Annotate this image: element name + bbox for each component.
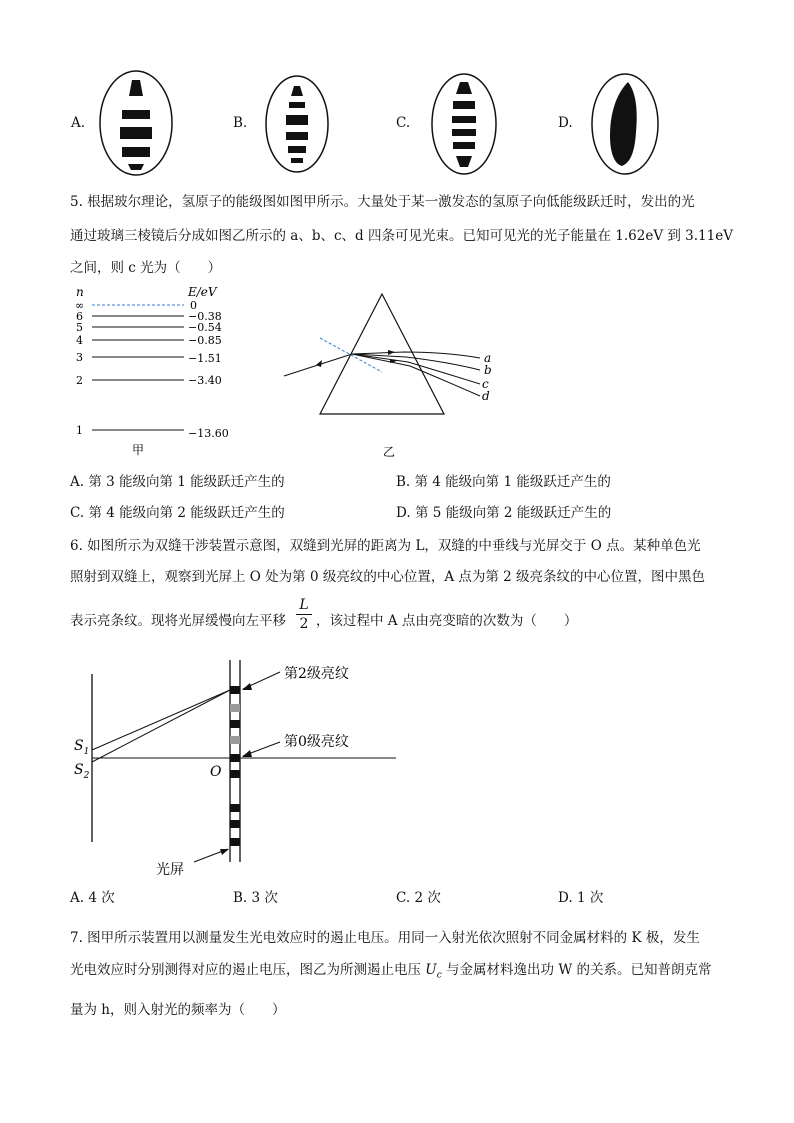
q5-stem-line-1: 5. 根据玻尔理论，氢原子的能级图如图甲所示。大量处于某一激发态的氢原子向低能级跃迁时，发出的光 <box>70 194 695 210</box>
q4-option-d-label: D. <box>558 115 573 131</box>
q5-energy-level-diagram <box>60 282 260 460</box>
svg-text:6: 6 <box>76 310 83 323</box>
beam-d-label: d <box>482 389 490 403</box>
q4-option-a-label: A. <box>71 115 86 131</box>
q4-option-d-diagram <box>588 70 662 178</box>
svg-text:2: 2 <box>76 374 83 387</box>
q6-stem-line-1: 6. 如图所示为双缝干涉装置示意图，双缝到光屏的距离为 L，双缝的中垂线与光屏交于 O 点。某种单色光 <box>70 538 701 554</box>
level-2 <box>76 374 222 387</box>
svg-text:0: 0 <box>190 299 197 312</box>
label-0th-order-fringe: 第0级亮纹 <box>284 734 349 750</box>
fig-yi-caption: 乙 <box>383 445 396 458</box>
q5-option-c[interactable]: C. 第 4 能级向第 2 能级跃迁产生的 <box>70 505 285 521</box>
q6-option-c[interactable]: C. 2 次 <box>396 890 441 906</box>
q6-option-a[interactable]: A. 4 次 <box>70 890 115 906</box>
q6-stem-line-2: 照射到双缝上，观察到光屏上 O 处为第 0 级亮纹的中心位置，A 点为第 2 级亮条纹的中心位置，图中黑色 <box>70 569 706 585</box>
beam-c-label: c <box>482 377 489 391</box>
q4-option-b-diagram <box>262 72 332 176</box>
svg-text:−0.54: −0.54 <box>188 321 222 334</box>
e-axis-label: E/eV <box>188 285 217 299</box>
level-5 <box>76 321 222 334</box>
q6-stem-line-3b: ，该过程中 A 点由亮变暗的次数为（ ） <box>316 613 578 629</box>
beam-a-label: a <box>484 351 492 365</box>
q6-fraction <box>296 596 312 633</box>
q6-option-b[interactable]: B. 3 次 <box>233 890 278 906</box>
fraction-numerator: L <box>296 596 312 615</box>
svg-text:1: 1 <box>76 424 83 437</box>
svg-text:∞: ∞ <box>75 299 85 312</box>
level-1 <box>76 424 229 440</box>
q5-prism-diagram <box>276 286 516 458</box>
ray-from-s2 <box>92 690 230 762</box>
svg-text:4: 4 <box>76 334 83 347</box>
q6-option-d[interactable]: D. 1 次 <box>558 890 604 906</box>
svg-text:−0.38: −0.38 <box>188 310 222 323</box>
svg-text:−1.51: −1.51 <box>188 352 222 365</box>
q5-stem-line-2: 通过玻璃三棱镜后分成如图乙所示的 a、b、c、d 四条可见光束。已知可见光的光子能量在 1.62eV 到 3.11eV <box>70 228 733 244</box>
q6-double-slit-diagram <box>60 656 430 882</box>
q4-option-c-diagram <box>428 70 500 178</box>
svg-text:3: 3 <box>76 351 83 364</box>
ray-from-s1 <box>92 690 230 750</box>
svg-text:−3.40: −3.40 <box>188 374 222 387</box>
n-axis-label: n <box>76 285 84 299</box>
q5-option-d[interactable]: D. 第 5 能级向第 2 能级跃迁产生的 <box>396 505 612 521</box>
beam-b-label: b <box>484 363 492 377</box>
q7-stem-line-2: 光电效应时分别测得对应的遏止电压，图乙为所测遏止电压 $U_c$ 与金属材料逸出功 W 的关系。已知普朗克常 <box>70 962 712 981</box>
q6-stem-line-3a: 表示亮条纹。现将光屏缓慢向左平移 <box>70 613 286 629</box>
svg-text:5: 5 <box>76 321 83 334</box>
screen-label: 光屏 <box>156 862 184 878</box>
point-o-label: O <box>210 764 222 780</box>
level-3 <box>76 351 222 365</box>
q5-option-b[interactable]: B. 第 4 能级向第 1 能级跃迁产生的 <box>396 474 611 490</box>
slit-s2-label: $S_2$ <box>74 762 90 781</box>
fig-jia-caption: 甲 <box>132 443 145 457</box>
level-infinity <box>75 299 197 312</box>
fraction-denominator: 2 <box>299 616 309 632</box>
q4-option-c-label: C. <box>396 115 411 131</box>
q4-option-b-label: B. <box>233 115 248 131</box>
label-2nd-order-fringe: 第2级亮纹 <box>284 666 349 682</box>
prism <box>320 294 444 414</box>
q7-stem-line-1: 7. 图甲所示装置用以测量发生光电效应时的遏止电压。用同一入射光依次照射不同金属材料的 K 极，发生 <box>70 930 700 946</box>
level-4 <box>76 334 222 347</box>
q5-option-a[interactable]: A. 第 3 能级向第 1 能级跃迁产生的 <box>70 474 285 490</box>
q5-stem-line-3: 之间，则 c 光为（ ） <box>70 260 222 276</box>
q4-option-a-diagram <box>96 68 176 178</box>
svg-text:−0.85: −0.85 <box>188 334 222 347</box>
fringe-pattern <box>230 686 240 846</box>
slit-s1-label: $S_1$ <box>74 738 90 757</box>
svg-text:−13.60: −13.60 <box>188 427 229 440</box>
q7-stem-line-3: 量为 h，则入射光的频率为（ ） <box>70 1002 286 1018</box>
